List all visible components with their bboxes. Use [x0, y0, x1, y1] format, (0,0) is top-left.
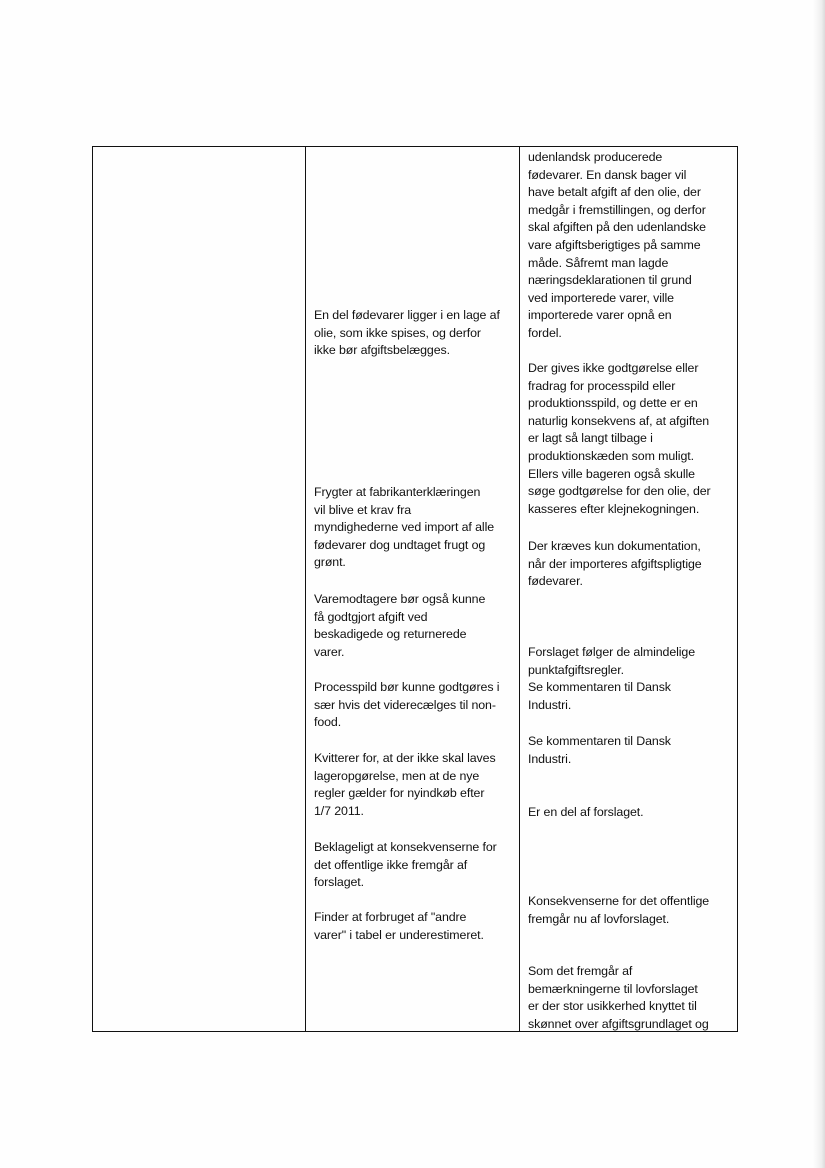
response-usikkerhed: Som det fremgår af bemærkningerne til lovforslaget er der stor usikkerhed knyttet til skønnet over afgiftsgrundlaget og [528, 964, 709, 1031]
response-punktafgiftsregler: Forslaget følger de almindelige punktafgiftsregler. Se kommentaren til Dansk Industri. [528, 645, 696, 712]
response-udenlandsk: udenlandsk producerede fødevarer. En dansk bager vil have betalt afgift af den olie, der medgår i fremstillingen, og derfor skal afgiften på den udenlandske vare afgiftsberigtiges på samme måde. Såfremt man lagde næringsdeklarationen til grund ved importerede varer, ville importerede varer opnå en fordel. [528, 150, 706, 340]
response-dansk-industri: Se kommentaren til Dansk Industri. [528, 734, 671, 766]
column-divider-2 [519, 147, 520, 1031]
comment-varemodtagere: Varemodtagere bør også kunne få godtgjort afgift ved beskadigede og returnerede varer. [314, 592, 486, 659]
comment-olie-lage: En del fødevarer ligger i en lage af olie, som ikke spises, og derfor ikke bør afgiftsbelægges. [314, 308, 500, 358]
response-del-af-forslaget: Er en del af forslaget. [528, 805, 644, 819]
comment-lageropgoerelse: Kvitterer for, at der ikke skal laves lageropgørelse, men at de nye regler gælder for nyindkøb efter 1/7 2011. [314, 751, 496, 818]
column-divider-1 [305, 147, 306, 1031]
comments-table [92, 146, 738, 1032]
comment-processpild: Processpild bør kunne godtgøres i sær hvis det viderесælges til non- food. [314, 680, 500, 730]
comment-fabrikanterklaering: Frygter at fabrikanterklæringen vil blive et krav fra myndighederne ved import af alle fødevarer dog undtaget frugt og grønt. [314, 485, 495, 570]
response-godtgoerelse: Der gives ikke godtgørelse eller fradrag for processpild eller produktionsspild, og dette er en naturlig konsekvens af, at afgiften er lagt så langt tilbage i produktionskæden som muligt. Ellers ville bageren også skulle søge godtgørelse for den olie, der kasseres efter klejnekogningen. [528, 361, 711, 516]
response-konsekvenserne: Konsekvenserne for det offentlige fremgår nu af lovforslaget. [528, 894, 710, 926]
scan-edge-shadow [813, 0, 825, 1168]
comment-andre-varer: Finder at forbruget af "andre varer" i tabel er underestimeret. [314, 910, 484, 942]
response-dokumentation: Der kræves kun dokumentation, når der importeres afgiftspligtige fødevarer. [528, 539, 702, 589]
comment-konsekvenser: Beklageligt at konsekvenserne for det offentlige ikke fremgår af forslaget. [314, 840, 497, 890]
